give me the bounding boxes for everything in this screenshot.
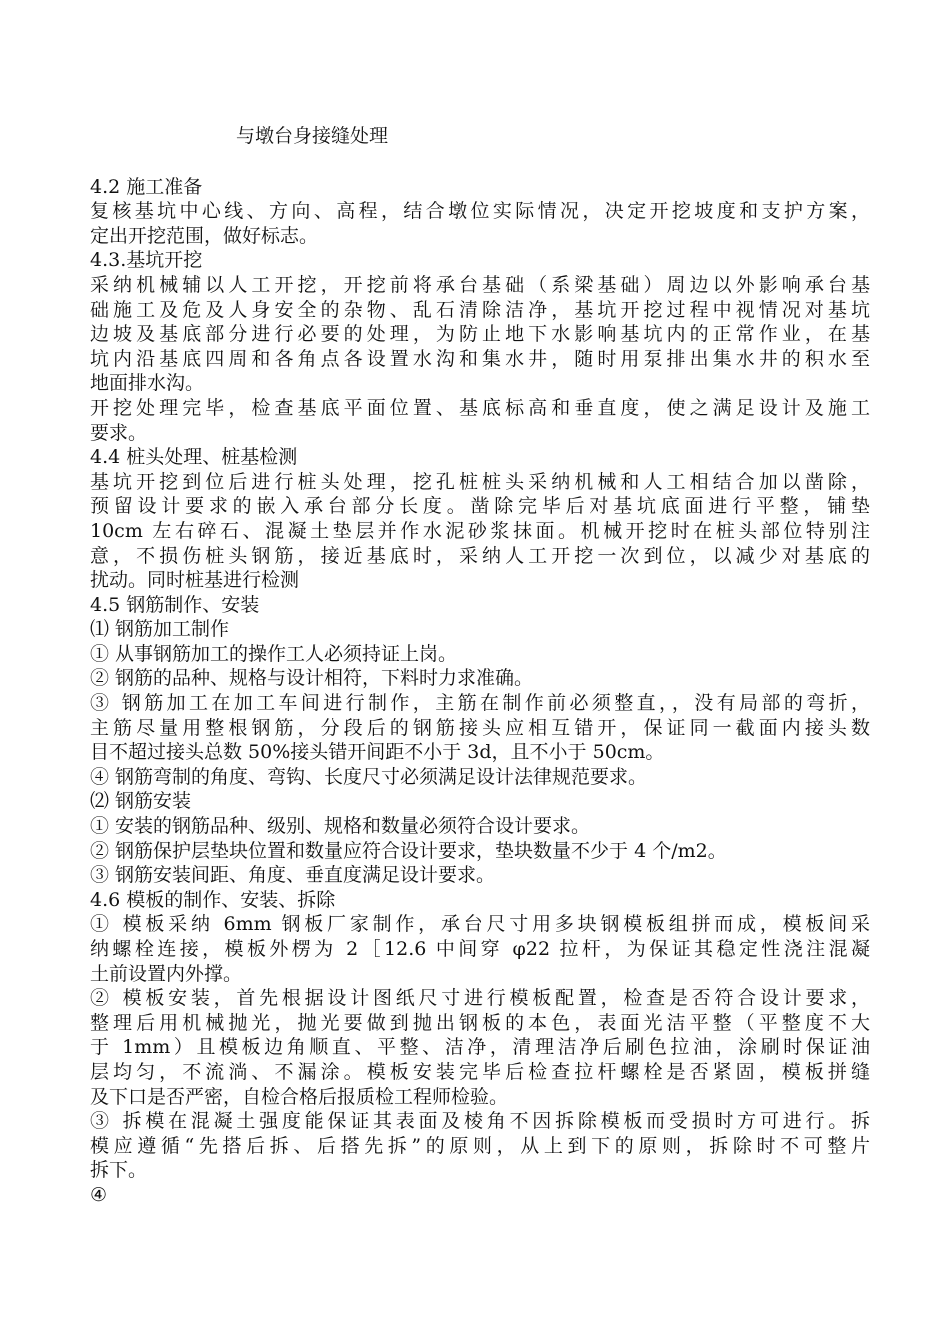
subheading-rebar-processing: ⑴ 钢筋加工制作 bbox=[90, 618, 230, 641]
heading-4-3: 4.3.基坑开挖 bbox=[90, 249, 203, 272]
list-item-continuation: 主筋尽量用整根钢筋，分段后的钢筋接头应相互错开，保证同一截面内接头数 bbox=[90, 716, 870, 739]
paragraph-line: 开挖处理完毕，检查基底平面位置、基底标高和垂直度，使之满足设计及施工 bbox=[90, 396, 870, 419]
list-item: ③ 钢筋安装间距、角度、垂直度满足设计要求。 bbox=[90, 864, 496, 887]
paragraph-line: 扰动。同时桩基进行检测 bbox=[90, 569, 300, 592]
list-item: ③ 拆模在混凝土强度能保证其表面及棱角不因拆除模板而受损时方可进行。拆 bbox=[90, 1110, 870, 1133]
paragraph-line: 10cm 左右碎石、混凝土垫层并作水泥砂浆抹面。机械开挖时在桩头部位特别注 bbox=[90, 519, 870, 542]
heading-4-4: 4.4 桩头处理、桩基检测 bbox=[90, 446, 298, 469]
paragraph-line: 要求。 bbox=[90, 421, 148, 444]
list-item: ① 从事钢筋加工的操作工人必须持证上岗。 bbox=[90, 642, 458, 665]
paragraph-line: 坑内沿基底四周和各角点各设置水沟和集水井，随时用泵排出集水井的积水至 bbox=[90, 347, 870, 370]
heading-4-2: 4.2 施工准备 bbox=[90, 175, 203, 198]
paragraph-line: 定出开挖范围，做好标志。 bbox=[90, 224, 319, 247]
document-body bbox=[90, 124, 870, 1208]
list-item: ② 钢筋保护层垫块位置和数量应符合设计要求，垫块数量不少于 4 个/m2。 bbox=[90, 839, 727, 862]
list-item-continuation: 土前设置内外撑。 bbox=[90, 962, 243, 985]
list-item: ④ 钢筋弯制的角度、弯钩、长度尺寸必须满足设计法律规范要求。 bbox=[90, 765, 648, 788]
continuation-title: 与墩台身接缝处理 bbox=[236, 125, 389, 147]
paragraph-line: 采纳机械辅以人工开挖，开挖前将承台基础（系梁基础）周边以外影响承台基 bbox=[90, 273, 870, 296]
list-item-continuation: 拆下。 bbox=[90, 1159, 148, 1182]
paragraph-line: 预留设计要求的嵌入承台部分长度。凿除完毕后对基坑底面进行平整，铺垫 bbox=[90, 495, 870, 518]
paragraph-line: 边坡及基底部分进行必要的处理，为防止地下水影响基坑内的正常作业，在基 bbox=[90, 323, 870, 346]
paragraph-line: 地面排水沟。 bbox=[90, 372, 205, 395]
paragraph-line: 意，不损伤桩头钢筋，接近基底时，采纳人工开挖一次到位，以减少对基底的 bbox=[90, 544, 870, 567]
list-item-continuation: 目不超过接头总数 50%接头错开间距不小于 3d，且不小于 50cm。 bbox=[90, 741, 665, 764]
list-item: ④ bbox=[90, 1183, 108, 1206]
list-item: ② 模板安装，首先根据设计图纸尺寸进行模板配置，检查是否符合设计要求， bbox=[90, 987, 870, 1010]
heading-4-5: 4.5 钢筋制作、安装 bbox=[90, 593, 260, 616]
list-item: ③ 钢筋加工在加工车间进行制作，主筋在制作前必须整直，，没有局部的弯折， bbox=[90, 692, 870, 715]
list-item-continuation: 纳螺栓连接，模板外楞为 2［12.6 中间穿 φ22 拉杆，为保证其稳定性浇注混凝 bbox=[90, 938, 870, 960]
list-item: ② 钢筋的品种、规格与设计相符，下料时力求准确。 bbox=[90, 667, 534, 690]
subheading-rebar-installation: ⑵ 钢筋安装 bbox=[90, 790, 192, 813]
heading-4-6: 4.6 模板的制作、安装、拆除 bbox=[90, 888, 336, 911]
list-item-continuation: 模应遵循“先搭后拆、后搭先拆”的原则，从上到下的原则，拆除时不可整片 bbox=[90, 1134, 870, 1157]
paragraph-line: 基坑开挖到位后进行桩头处理，挖孔桩桩头采纳机械和人工相结合加以凿除， bbox=[90, 470, 870, 493]
list-item: ① 安装的钢筋品种、级别、规格和数量必须符合设计要求。 bbox=[90, 815, 591, 838]
list-item: ① 模板采纳 6mm 钢板厂家制作，承台尺寸用多块钢模板组拼而成，模板间采 bbox=[90, 913, 870, 936]
paragraph-line: 复核基坑中心线、方向、高程，结合墩位实际情况，决定开挖坡度和支护方案， bbox=[90, 200, 870, 223]
list-item-continuation: 及下口是否严密，自检合格后报质检工程师检验。 bbox=[90, 1085, 509, 1108]
list-item-continuation: 层均匀，不流淌、不漏涂。模板安装完毕后检查拉杆螺栓是否紧固，模板拼缝 bbox=[90, 1060, 870, 1083]
list-item-continuation: 整理后用机械抛光，抛光要做到抛出钢板的本色，表面光洁平整（平整度不大 bbox=[90, 1011, 870, 1034]
paragraph-line: 础施工及危及人身安全的杂物、乱石清除洁净，基坑开挖过程中视情况对基坑 bbox=[90, 298, 870, 321]
list-item-continuation: 于 1mm）且模板边角顺直、平整、洁净，清理洁净后刷色拉油，涂刷时保证油 bbox=[90, 1036, 870, 1059]
